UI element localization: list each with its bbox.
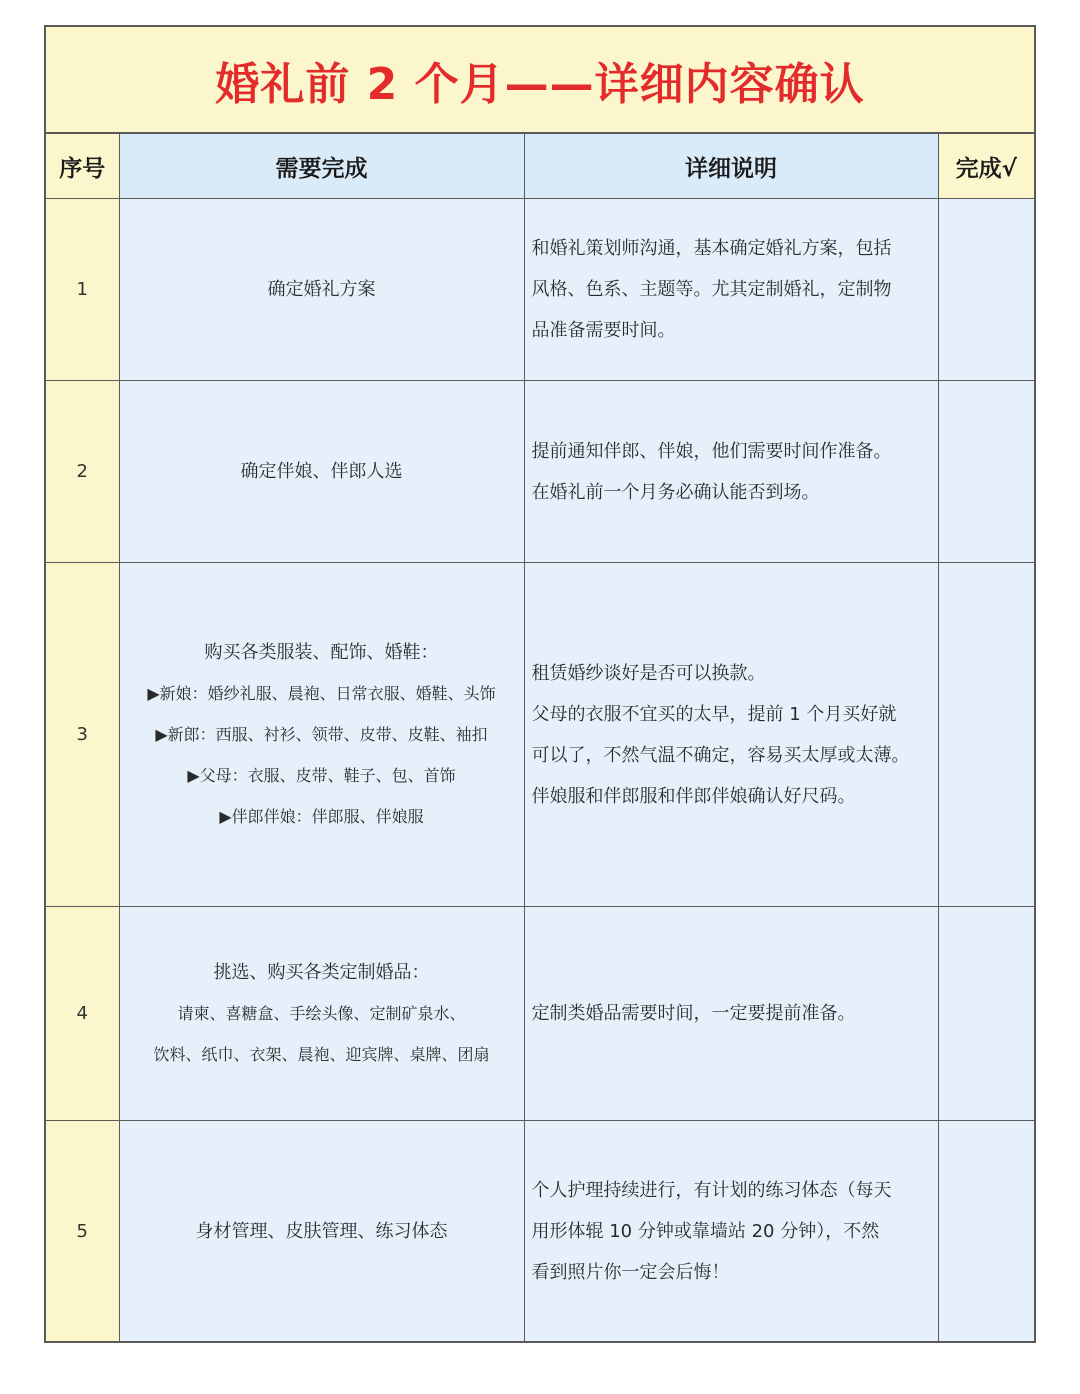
done-checkbox-cell[interactable] [938,563,1034,907]
row-task [119,1121,524,1342]
row-index: 2 [46,381,119,563]
title-bar [46,27,1034,134]
detail-line: 品准备需要时间。 [531,320,676,341]
page-title: 婚礼前 2 个月——详细内容确认 [215,58,865,110]
detail-line: 定制类婚品需要时间，一定要提前准备。 [531,1003,856,1024]
row-index: 3 [46,563,119,907]
row-index: 4 [46,907,119,1121]
header-row [46,134,1034,199]
row-task [119,199,524,381]
detail-line: 个人护理持续进行，有计划的练习体态（每天 [531,1179,892,1201]
task-line: 确定婚礼方案 [267,279,376,300]
done-checkbox-cell[interactable] [938,199,1034,381]
table-row [46,381,1034,563]
row-detail [524,907,938,1121]
header-index: 序号 [46,134,119,199]
detail-line: 父母的衣服不宜买的太早，提前 1 个月买好就 [531,703,897,725]
task-line: 购买各类服装、配饰、婚鞋： [204,642,439,663]
detail-line: 用形体辊 10 分钟或靠墙站 20 分钟），不然 [531,1220,880,1242]
checklist-sheet [44,25,1036,1343]
done-checkbox-cell[interactable] [938,1121,1034,1342]
task-line: 饮料、纸巾、衣架、晨袍、迎宾牌、桌牌、团扇 [153,1045,490,1064]
table-row [46,907,1034,1121]
detail-line: 看到照片你一定会后悔！ [531,1261,730,1283]
task-line: 确定伴娘、伴郎人选 [240,461,403,482]
done-checkbox-cell[interactable] [938,381,1034,563]
header-task: 需要完成 [119,134,524,199]
table-row [46,563,1034,907]
task-line: 身材管理、皮肤管理、练习体态 [195,1220,448,1242]
task-line: ▶父母：衣服、皮带、鞋子、包、首饰 [187,766,456,785]
row-task [119,381,524,563]
task-line: ▶新娘：婚纱礼服、晨袍、日常衣服、婚鞋、头饰 [147,684,496,703]
row-index: 1 [46,199,119,381]
detail-line: 在婚礼前一个月务必确认能否到场。 [531,481,820,503]
task-line: 请柬、喜糖盒、手绘头像、定制矿泉水、 [177,1004,466,1023]
detail-line: 和婚礼策划师沟通，基本确定婚礼方案，包括 [531,238,892,259]
detail-line: 租赁婚纱谈好是否可以换款。 [531,662,766,684]
task-line: ▶新郎：西服、衬衫、领带、皮带、皮鞋、袖扣 [155,725,488,744]
detail-line: 可以了，不然气温不确定，容易买太厚或太薄。 [531,744,910,766]
row-detail [524,199,938,381]
done-checkbox-cell[interactable] [938,907,1034,1121]
detail-line: 伴娘服和伴郎服和伴郎伴娘确认好尺码。 [531,785,856,807]
table-row [46,1121,1034,1342]
header-done: 完成√ [938,134,1034,199]
detail-line: 提前通知伴郎、伴娘，他们需要时间作准备。 [531,440,892,462]
detail-line: 风格、色系、主题等。尤其定制婚礼，定制物 [531,279,892,300]
header-detail: 详细说明 [524,134,938,199]
task-line: ▶伴郎伴娘：伴郎服、伴娘服 [219,807,424,826]
task-line: 挑选、购买各类定制婚品： [213,962,430,983]
row-index: 5 [46,1121,119,1342]
row-detail [524,381,938,563]
row-task [119,907,524,1121]
table-row [46,199,1034,381]
row-detail [524,1121,938,1342]
checklist-table [46,134,1034,1341]
row-detail [524,563,938,907]
row-task [119,563,524,907]
